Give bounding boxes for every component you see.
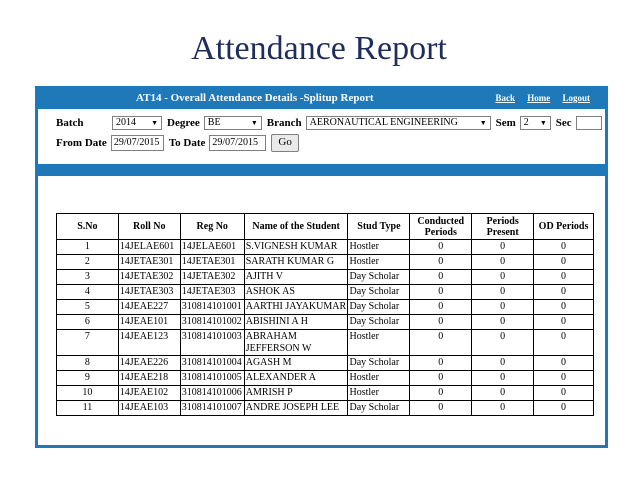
cell-roll-no: 14JEAE123 bbox=[118, 330, 180, 356]
cell-student-name: AJITH V bbox=[244, 270, 348, 285]
degree-label: Degree bbox=[167, 116, 200, 129]
table-row bbox=[57, 240, 594, 255]
cell-conducted: 0 bbox=[410, 315, 472, 330]
table-row bbox=[57, 255, 594, 270]
cell-sno: 5 bbox=[57, 300, 119, 315]
cell-sno: 8 bbox=[57, 356, 119, 371]
degree-select[interactable] bbox=[204, 116, 262, 130]
table-row bbox=[57, 300, 594, 315]
table-row bbox=[57, 401, 594, 416]
cell-sno: 9 bbox=[57, 371, 119, 386]
section-divider-band bbox=[38, 164, 605, 176]
col-header-roll-no: Roll No bbox=[118, 214, 180, 240]
col-header-student-name: Name of the Student bbox=[244, 214, 348, 240]
cell-reg-no: 310814101002 bbox=[180, 315, 244, 330]
cell-student-name: ABISHINI A H bbox=[244, 315, 348, 330]
cell-reg-no: 14JETAE301 bbox=[180, 255, 244, 270]
table-row bbox=[57, 356, 594, 371]
cell-stud-type: Hostler bbox=[348, 255, 410, 270]
col-header-stud-type: Stud Type bbox=[348, 214, 410, 240]
cell-od: 0 bbox=[534, 356, 594, 371]
cell-sno: 2 bbox=[57, 255, 119, 270]
cell-stud-type: Hostler bbox=[348, 240, 410, 255]
cell-present: 0 bbox=[472, 401, 534, 416]
cell-stud-type: Day Scholar bbox=[348, 300, 410, 315]
cell-reg-no: 14JELAE601 bbox=[180, 240, 244, 255]
cell-conducted: 0 bbox=[410, 300, 472, 315]
cell-present: 0 bbox=[472, 300, 534, 315]
table-row bbox=[57, 330, 594, 356]
table-row bbox=[57, 371, 594, 386]
cell-roll-no: 14JEAE103 bbox=[118, 401, 180, 416]
chevron-down-icon: ▼ bbox=[151, 118, 158, 127]
cell-sno: 4 bbox=[57, 285, 119, 300]
cell-stud-type: Hostler bbox=[348, 330, 410, 356]
sec-input[interactable] bbox=[576, 116, 602, 130]
cell-roll-no: 14JEAE101 bbox=[118, 315, 180, 330]
sem-select[interactable] bbox=[520, 116, 551, 130]
cell-present: 0 bbox=[472, 356, 534, 371]
cell-student-name: ABRAHAM JEFFERSON W bbox=[244, 330, 348, 356]
cell-stud-type: Day Scholar bbox=[348, 315, 410, 330]
col-header-conducted-periods: Conducted Periods bbox=[410, 214, 472, 240]
cell-roll-no: 14JEAE226 bbox=[118, 356, 180, 371]
cell-conducted: 0 bbox=[410, 401, 472, 416]
cell-conducted: 0 bbox=[410, 330, 472, 356]
filter-form bbox=[56, 113, 602, 152]
cell-od: 0 bbox=[534, 401, 594, 416]
table-row bbox=[57, 285, 594, 300]
header-links bbox=[485, 93, 590, 103]
cell-stud-type: Hostler bbox=[348, 371, 410, 386]
cell-student-name: SARATH KUMAR G bbox=[244, 255, 348, 270]
cell-conducted: 0 bbox=[410, 356, 472, 371]
chevron-down-icon: ▼ bbox=[539, 118, 547, 127]
cell-conducted: 0 bbox=[410, 270, 472, 285]
cell-od: 0 bbox=[534, 270, 594, 285]
table-header-row bbox=[57, 214, 594, 240]
cell-student-name: S.VIGNESH KUMAR bbox=[244, 240, 348, 255]
cell-od: 0 bbox=[534, 371, 594, 386]
cell-present: 0 bbox=[472, 315, 534, 330]
branch-label: Branch bbox=[266, 116, 302, 129]
cell-roll-no: 14JETAE303 bbox=[118, 285, 180, 300]
cell-od: 0 bbox=[534, 255, 594, 270]
table-row bbox=[57, 386, 594, 401]
batch-label: Batch bbox=[56, 116, 84, 129]
cell-sno: 10 bbox=[57, 386, 119, 401]
logout-link[interactable]: Logout bbox=[562, 93, 590, 103]
cell-student-name: AARTHI JAYAKUMAR bbox=[244, 300, 348, 315]
batch-select[interactable] bbox=[112, 116, 162, 130]
cell-od: 0 bbox=[534, 240, 594, 255]
report-header-bar bbox=[38, 89, 605, 109]
back-link[interactable]: Back bbox=[495, 93, 515, 103]
attendance-table bbox=[56, 213, 594, 416]
cell-student-name: AMRISH P bbox=[244, 386, 348, 401]
cell-roll-no: 14JEAE102 bbox=[118, 386, 180, 401]
cell-roll-no: 14JEAE227 bbox=[118, 300, 180, 315]
cell-sno: 1 bbox=[57, 240, 119, 255]
cell-od: 0 bbox=[534, 330, 594, 356]
branch-select-value: AERONAUTICAL ENGINEERING bbox=[309, 117, 458, 128]
col-header-od-periods: OD Periods bbox=[534, 214, 594, 240]
to-date-input[interactable]: 29/07/2015 bbox=[209, 135, 266, 151]
cell-reg-no: 14JETAE303 bbox=[180, 285, 244, 300]
cell-present: 0 bbox=[472, 371, 534, 386]
table-row bbox=[57, 270, 594, 285]
cell-roll-no: 14JETAE301 bbox=[118, 255, 180, 270]
cell-stud-type: Day Scholar bbox=[348, 356, 410, 371]
cell-od: 0 bbox=[534, 386, 594, 401]
cell-present: 0 bbox=[472, 386, 534, 401]
cell-od: 0 bbox=[534, 285, 594, 300]
col-header-reg-no: Reg No bbox=[180, 214, 244, 240]
cell-stud-type: Day Scholar bbox=[348, 285, 410, 300]
cell-student-name: AGASH M bbox=[244, 356, 348, 371]
cell-stud-type: Hostler bbox=[348, 386, 410, 401]
to-date-label: To Date bbox=[168, 136, 206, 149]
cell-conducted: 0 bbox=[410, 240, 472, 255]
cell-conducted: 0 bbox=[410, 386, 472, 401]
cell-reg-no: 310814101004 bbox=[180, 356, 244, 371]
go-button[interactable]: Go bbox=[271, 134, 298, 152]
branch-select[interactable] bbox=[306, 116, 491, 130]
cell-student-name: ALEXANDER A bbox=[244, 371, 348, 386]
filter-row-1 bbox=[56, 113, 602, 132]
col-header-sno: S.No bbox=[57, 214, 119, 240]
cell-present: 0 bbox=[472, 240, 534, 255]
cell-od: 0 bbox=[534, 300, 594, 315]
cell-roll-no: 14JELAE601 bbox=[118, 240, 180, 255]
cell-stud-type: Day Scholar bbox=[348, 401, 410, 416]
cell-present: 0 bbox=[472, 255, 534, 270]
cell-conducted: 0 bbox=[410, 371, 472, 386]
chevron-down-icon: ▼ bbox=[250, 118, 258, 127]
cell-od: 0 bbox=[534, 315, 594, 330]
cell-reg-no: 310814101001 bbox=[180, 300, 244, 315]
cell-sno: 7 bbox=[57, 330, 119, 356]
report-window bbox=[35, 86, 608, 448]
slide-title: Attendance Report bbox=[191, 30, 447, 67]
cell-sno: 11 bbox=[57, 401, 119, 416]
cell-student-name: ANDRE JOSEPH LEE bbox=[244, 401, 348, 416]
report-title: AT14 - Overall Attendance Details -Splitup Report bbox=[136, 92, 374, 104]
cell-reg-no: 310814101005 bbox=[180, 371, 244, 386]
degree-select-value: BE bbox=[207, 117, 221, 128]
chevron-down-icon: ▼ bbox=[479, 118, 487, 127]
cell-present: 0 bbox=[472, 270, 534, 285]
cell-conducted: 0 bbox=[410, 285, 472, 300]
cell-sno: 6 bbox=[57, 315, 119, 330]
sem-select-value: 2 bbox=[523, 117, 529, 128]
cell-reg-no: 310814101007 bbox=[180, 401, 244, 416]
sem-label: Sem bbox=[495, 116, 516, 129]
filter-row-2 bbox=[56, 133, 602, 152]
batch-select-value: 2014 bbox=[116, 117, 136, 128]
table-row bbox=[57, 315, 594, 330]
cell-roll-no: 14JEAE218 bbox=[118, 371, 180, 386]
cell-reg-no: 310814101006 bbox=[180, 386, 244, 401]
from-date-input[interactable]: 29/07/2015 bbox=[111, 135, 164, 151]
cell-student-name: ASHOK AS bbox=[244, 285, 348, 300]
cell-stud-type: Day Scholar bbox=[348, 270, 410, 285]
col-header-periods-present: Periods Present bbox=[472, 214, 534, 240]
cell-sno: 3 bbox=[57, 270, 119, 285]
cell-present: 0 bbox=[472, 285, 534, 300]
cell-present: 0 bbox=[472, 330, 534, 356]
cell-roll-no: 14JETAE302 bbox=[118, 270, 180, 285]
cell-reg-no: 310814101003 bbox=[180, 330, 244, 356]
cell-conducted: 0 bbox=[410, 255, 472, 270]
sec-label: Sec bbox=[555, 116, 572, 129]
cell-reg-no: 14JETAE302 bbox=[180, 270, 244, 285]
from-date-label: From Date bbox=[56, 136, 107, 149]
home-link[interactable]: Home bbox=[527, 93, 551, 103]
